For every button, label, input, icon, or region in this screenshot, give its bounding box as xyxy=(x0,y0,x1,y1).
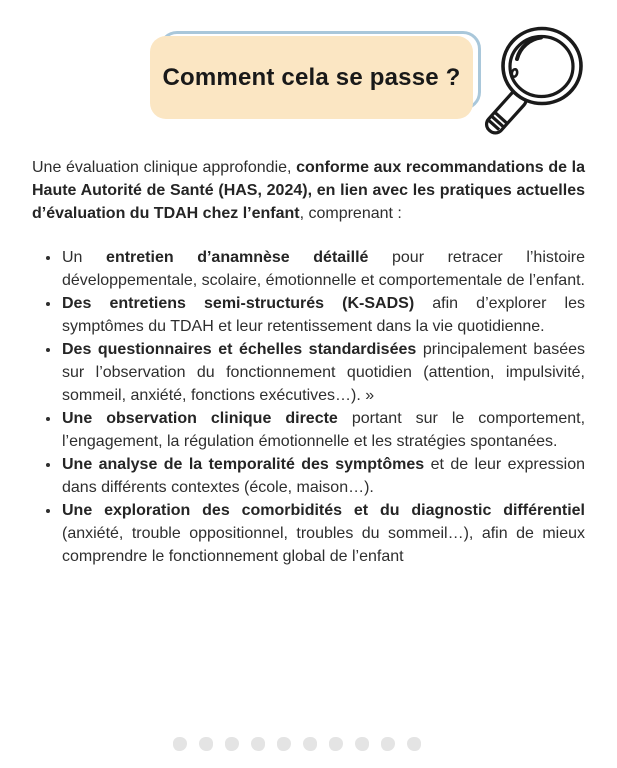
text-segment: Un xyxy=(62,249,107,266)
list-item xyxy=(61,292,585,338)
list-item xyxy=(61,453,585,499)
list-item xyxy=(61,338,585,407)
text-segment: Une analyse de la temporalité des symptômes xyxy=(62,456,425,473)
carousel-dot xyxy=(355,737,369,751)
text-segment: Une exploration des comorbidités et du diagnostic différentiel xyxy=(62,502,585,519)
text-segment: principalement basées sur l’observation du fonctionnement quotidien (attention, impulsivité, sommeil, anxiété, fonctions exécutives…). » xyxy=(62,341,585,404)
carousel-dot xyxy=(173,737,187,751)
carousel-dot xyxy=(329,737,343,751)
title-banner xyxy=(150,28,490,124)
magnifying-glass-icon xyxy=(478,20,602,148)
carousel-dot xyxy=(277,737,291,751)
intro-paragraph xyxy=(32,156,585,225)
text-segment: et de leur expression dans différents contextes (école, maison…). xyxy=(62,456,585,496)
text-segment: Des questionnaires et échelles standardisées xyxy=(62,341,417,358)
evaluation-list xyxy=(32,246,585,568)
header xyxy=(0,0,617,150)
carousel-dot xyxy=(225,737,239,751)
text-segment: portant sur le comportement, l’engagement, la régulation émotionnelle et les stratégies spontanées. xyxy=(62,410,586,450)
banner-background xyxy=(150,36,473,119)
list-item xyxy=(61,499,585,568)
text-segment: Une observation clinique directe xyxy=(62,410,338,427)
carousel-dot xyxy=(251,737,265,751)
carousel-dot xyxy=(303,737,317,751)
text-segment: , comprenant : xyxy=(299,205,402,222)
list-item xyxy=(61,246,585,292)
carousel-dot xyxy=(199,737,213,751)
text-segment: Des entretiens semi-structurés (K-SADS) xyxy=(62,295,415,312)
text-segment: afin d’explorer les symptômes du TDAH et leur retentissement dans la vie quotidienne. xyxy=(62,295,585,335)
carousel-dots xyxy=(0,737,593,751)
text-segment: pour retracer l’histoire développementale, scolaire, émotionnelle et comportementale de l’enfant. xyxy=(62,249,585,289)
carousel-dot xyxy=(407,737,421,751)
text-segment: Une évaluation clinique approfondie, xyxy=(32,159,297,176)
text-segment: (anxiété, trouble oppositionnel, troubles du sommeil…), afin de mieux comprendre le fonctionnement global de l’enfant xyxy=(62,525,585,565)
text-segment: conforme aux recommandations de la Haute Autorité de Santé (HAS, 2024), en lien avec les pratiques actuelles d’évaluation du TDAH chez l’enfant xyxy=(32,159,585,222)
carousel-dot xyxy=(381,737,395,751)
text-segment: entretien d’anamnèse détaillé xyxy=(106,249,369,266)
page-title: Comment cela se passe ? xyxy=(162,63,461,91)
list-item xyxy=(61,407,585,453)
